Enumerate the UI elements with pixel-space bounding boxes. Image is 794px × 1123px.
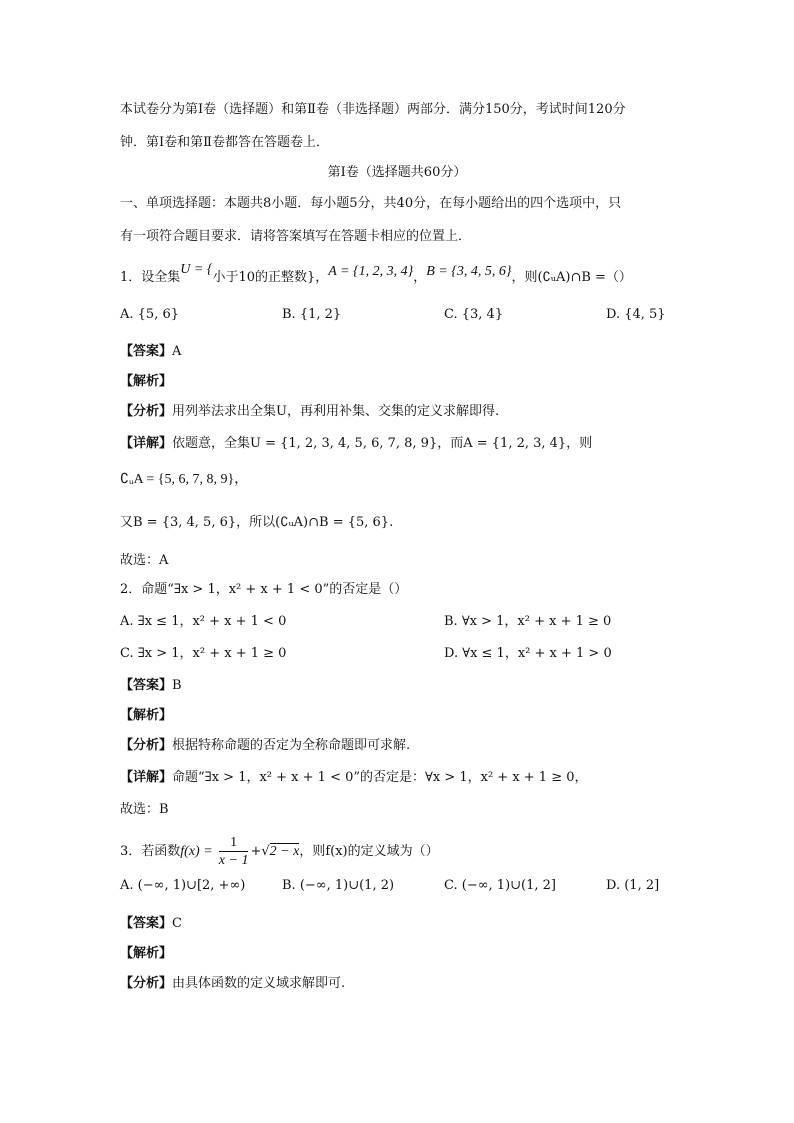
q1-detail-3: 又B = {3, 4, 5, 6}，所以(∁ᵤA)∩B = {5, 6}.	[120, 515, 394, 530]
q1-choose: 故选：A	[120, 553, 169, 568]
q2-detail-text: 命题“∃x > 1，x² + x + 1 < 0”的否定是：∀x > 1，x² + x + 1 ≥ 0，	[172, 770, 588, 785]
q1-analysis-tag: 【解析】	[120, 374, 173, 389]
q2-answer	[120, 676, 182, 696]
q3-fraction	[219, 834, 249, 869]
q3-sqrt-body: 2 − x	[269, 844, 300, 859]
fenxi-tag: 【分析】	[120, 404, 173, 419]
answer-tag: 【答案】	[120, 916, 173, 931]
answer-tag: 【答案】	[120, 678, 173, 693]
q2-analysis-tag: 【解析】	[120, 708, 173, 723]
instructions-line-2: 有一项符合题目要求．请将答案填写在答题卡相应的位置上．	[120, 229, 472, 244]
section-title: 第Ⅰ卷（选择题共60分）	[327, 165, 467, 180]
q1-stem: 1．设全集U = {小于10的正整数}，A = {1, 2, 3, 4}，B = {3, 4, 5, 6}，则(∁ᵤA)∩B =（）	[120, 262, 632, 285]
q2-option-d: D. ∀x ≤ 1，x² + x + 1 > 0	[444, 646, 612, 661]
q1-ask: ，则(∁ᵤA)∩B =（）	[511, 270, 632, 285]
q1-option-a: A. {5, 6}	[120, 307, 180, 322]
q2-option-c: C. ∃x > 1，x² + x + 1 ≥ 0	[120, 646, 287, 661]
q3-answer	[120, 914, 182, 934]
q3-stem-lead: 3．若函数	[120, 844, 181, 859]
q3-stem	[120, 832, 439, 872]
q1-answer-value: A	[172, 344, 182, 359]
q3-option-c: C. (−∞, 1)∪(1, 2]	[444, 878, 556, 893]
q2-fenxi-text: 根据特称命题的否定为全称命题即可求解.	[172, 738, 411, 753]
q3-analysis-tag: 【解析】	[120, 946, 173, 961]
q1-detail-1-text: 依题意，全集U = {1, 2, 3, 4, 5, 6, 7, 8, 9}，而A = {1, 2, 3, 4}，则	[172, 436, 593, 451]
q3-plus: +	[250, 844, 262, 859]
q3-fenxi	[120, 974, 345, 994]
q2-detail	[120, 768, 588, 788]
q1-stem-lead: 1．设全集	[120, 270, 181, 285]
q1-option-c: C. {3, 4}	[444, 307, 504, 322]
fenxi-tag: 【分析】	[120, 738, 173, 753]
q3-sqrt-sign: √	[261, 844, 270, 859]
instructions-line-1: 一、单项选择题：本题共8小题．每小题5分，共40分，在每小题给出的四个选项中，只	[120, 196, 622, 211]
q3-fraction-den: x − 1	[218, 853, 249, 868]
q2-option-b: B. ∀x > 1，x² + x + 1 ≥ 0	[444, 614, 612, 629]
intro-line-2: 钟．第Ⅰ卷和第Ⅱ卷都答在答题卷上．	[120, 135, 329, 150]
answer-tag: 【答案】	[120, 344, 173, 359]
q2-choose: 故选：B	[120, 802, 169, 817]
q3-stem-tail: ，则f(x)的定义域为（）	[299, 844, 439, 859]
q3-option-a: A. (−∞, 1)∪[2, +∞)	[120, 878, 246, 893]
q1-u-text: 小于10的正整数}	[212, 270, 316, 285]
q3-fenxi-text: 由具体函数的定义域求解即可.	[172, 976, 346, 991]
q2-option-a: A. ∃x ≤ 1，x² + x + 1 < 0	[120, 614, 287, 629]
q1-u-def: U = {	[180, 262, 213, 277]
q1-option-d: D. {4, 5}	[606, 307, 666, 322]
q1-a-def: A = {1, 2, 3, 4}	[328, 264, 414, 279]
q1-fenxi-text: 用列举法求出全集U，再利用补集、交集的定义求解即得.	[172, 404, 500, 419]
q1-option-b: B. {1, 2}	[282, 307, 342, 322]
q3-answer-value: C	[172, 916, 182, 931]
xiangjie-tag: 【详解】	[120, 436, 173, 451]
q2-fenxi	[120, 736, 410, 756]
intro-line-1: 本试卷分为第Ⅰ卷（选择题）和第Ⅱ卷（非选择题）两部分．满分150分，考试时间120分	[120, 102, 626, 117]
q3-option-d: D. (1, 2]	[606, 878, 660, 893]
q3-fx: f(x) =	[180, 844, 213, 859]
q3-fraction-num: 1	[219, 834, 249, 852]
q1-answer	[120, 342, 181, 362]
fenxi-tag: 【分析】	[120, 976, 173, 991]
q2-answer-value: B	[172, 678, 182, 693]
q2-stem: 2．命题“∃x > 1，x² + x + 1 < 0”的否定是（）	[120, 582, 408, 597]
q3-option-b: B. (−∞, 1)∪(1, 2)	[282, 878, 395, 893]
q1-fenxi	[120, 402, 499, 422]
q1-b-def: B = {3, 4, 5, 6}	[426, 264, 512, 279]
q1-detail-1	[120, 434, 592, 454]
xiangjie-tag: 【详解】	[120, 770, 173, 785]
q1-detail-2: ∁ᵤA = {5, 6, 7, 8, 9}，	[120, 472, 249, 487]
